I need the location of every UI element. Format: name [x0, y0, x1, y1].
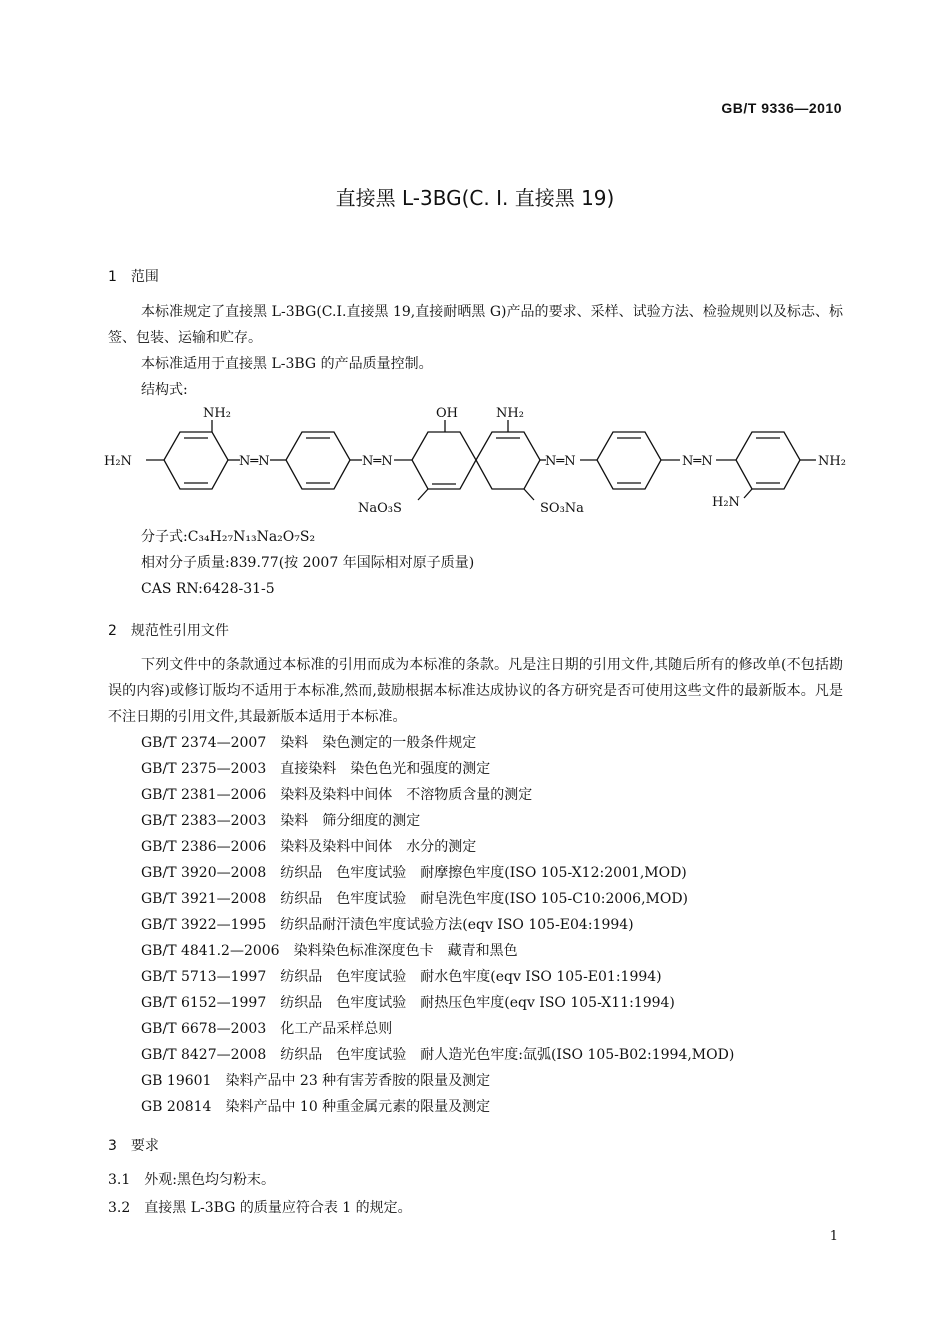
section-1-heading: 1 范围: [108, 269, 159, 285]
label-azo-3: N═N: [545, 454, 576, 469]
label-h2n-bottom-right: H₂N: [712, 495, 740, 510]
reference-item: GB/T 2381—2006 染料及染料中间体 不溶物质含量的测定: [141, 787, 533, 803]
reference-item: GB/T 3921—2008 纺织品 色牢度试验 耐皂洗色牢度(ISO 105-C10:2006,MOD): [141, 891, 689, 907]
molecular-mass: 相对分子质量:839.77(按 2007 年国际相对原子质量): [141, 555, 475, 571]
reference-item: GB/T 8427—2008 纺织品 色牢度试验 耐人造光色牢度:氙弧(ISO 105-B02:1994,MOD): [141, 1047, 735, 1063]
naphthalene-right-ring: [476, 432, 540, 489]
label-azo-4: N═N: [682, 454, 713, 469]
structural-formula: [100, 400, 860, 525]
reference-item: GB/T 4841.2—2006 染料染色标准深度色卡 藏青和黑色: [141, 943, 518, 959]
label-azo-1: N═N: [239, 454, 270, 469]
reference-item: GB/T 6152—1997 纺织品 色牢度试验 耐热压色牢度(eqv ISO 105-X11:1994): [141, 995, 675, 1011]
molecular-formula-label: 分子式:: [141, 529, 188, 545]
naphthalene-left-ring: [412, 432, 476, 489]
label-nh2-right: NH₂: [818, 454, 846, 469]
reference-item: GB/T 3922—1995 纺织品耐汗渍色牢度试验方法(eqv ISO 105-E04:1994): [141, 917, 634, 933]
reference-item: GB/T 3920—2008 纺织品 色牢度试验 耐摩擦色牢度(ISO 105-X12:2001,MOD): [141, 865, 687, 881]
section-1-paragraph-1: 本标准规定了直接黑 L-3BG(C.I.直接黑 19,直接耐晒黑 G)产品的要求、采样、试验方法、检验规则以及标志、标签、包装、运输和贮存。: [108, 304, 843, 346]
benzene-ring-3: [597, 432, 661, 489]
requirement-3-1: 3.1 外观:黑色均匀粉末。: [108, 1172, 275, 1188]
reference-item: GB/T 6678—2003 化工产品采样总则: [141, 1021, 393, 1037]
label-nh2-top-mid: NH₂: [496, 406, 524, 421]
section-3-heading: 3 要求: [108, 1138, 159, 1154]
structure-label: 结构式:: [141, 382, 188, 398]
label-nh2-top-left: NH₂: [203, 406, 231, 421]
reference-item: GB/T 2375—2003 直接染料 染色色光和强度的测定: [141, 761, 491, 777]
label-oh: OH: [436, 406, 458, 421]
section-2-paragraph: 下列文件中的条款通过本标准的引用而成为本标准的条款。凡是注日期的引用文件,其随后所有的修改单(不包括勘误的内容)或修订版均不适用于本标准,然而,鼓励根据本标准达成协议的各方研究是否可使用这些文件的最新版本。凡是不注日期的引用文件,其最新版本适用于本标准。: [108, 657, 843, 725]
benzene-ring-2: [286, 432, 350, 489]
label-azo-2: N═N: [362, 454, 393, 469]
requirement-3-2: 3.2 直接黑 L-3BG 的质量应符合表 1 的规定。: [108, 1200, 412, 1216]
label-h2n-left: H₂N: [104, 454, 132, 469]
benzene-ring-1: [164, 432, 228, 489]
reference-item: GB 19601 染料产品中 23 种有害芳香胺的限量及测定: [141, 1073, 491, 1089]
cas-number: CAS RN:6428-31-5: [141, 581, 275, 597]
label-nao3s: NaO₃S: [358, 501, 402, 516]
page-number: 1: [829, 1229, 838, 1244]
molecular-formula-value: C₃₄H₂₇N₁₃Na₂O₇S₂: [187, 529, 316, 545]
reference-item: GB/T 2374—2007 染料 染色测定的一般条件规定: [141, 735, 477, 751]
section-2-heading: 2 规范性引用文件: [108, 623, 229, 639]
standard-number: GB/T 9336—2010: [721, 100, 842, 116]
normative-references-list: [141, 730, 734, 1120]
reference-item: GB/T 2383—2003 染料 筛分细度的测定: [141, 813, 421, 829]
label-so3na: SO₃Na: [540, 501, 584, 516]
reference-item: GB/T 2386—2006 染料及染料中间体 水分的测定: [141, 839, 477, 855]
reference-item: GB/T 5713—1997 纺织品 色牢度试验 耐水色牢度(eqv ISO 105-E01:1994): [141, 969, 662, 985]
document-title: 直接黑 L-3BG(C. I. 直接黑 19): [335, 186, 615, 210]
benzene-ring-4: [736, 432, 800, 489]
molecular-formula: [141, 524, 315, 550]
section-1-paragraph-2: 本标准适用于直接黑 L-3BG 的产品质量控制。: [141, 356, 433, 372]
reference-item: GB 20814 染料产品中 10 种重金属元素的限量及测定: [141, 1099, 491, 1115]
